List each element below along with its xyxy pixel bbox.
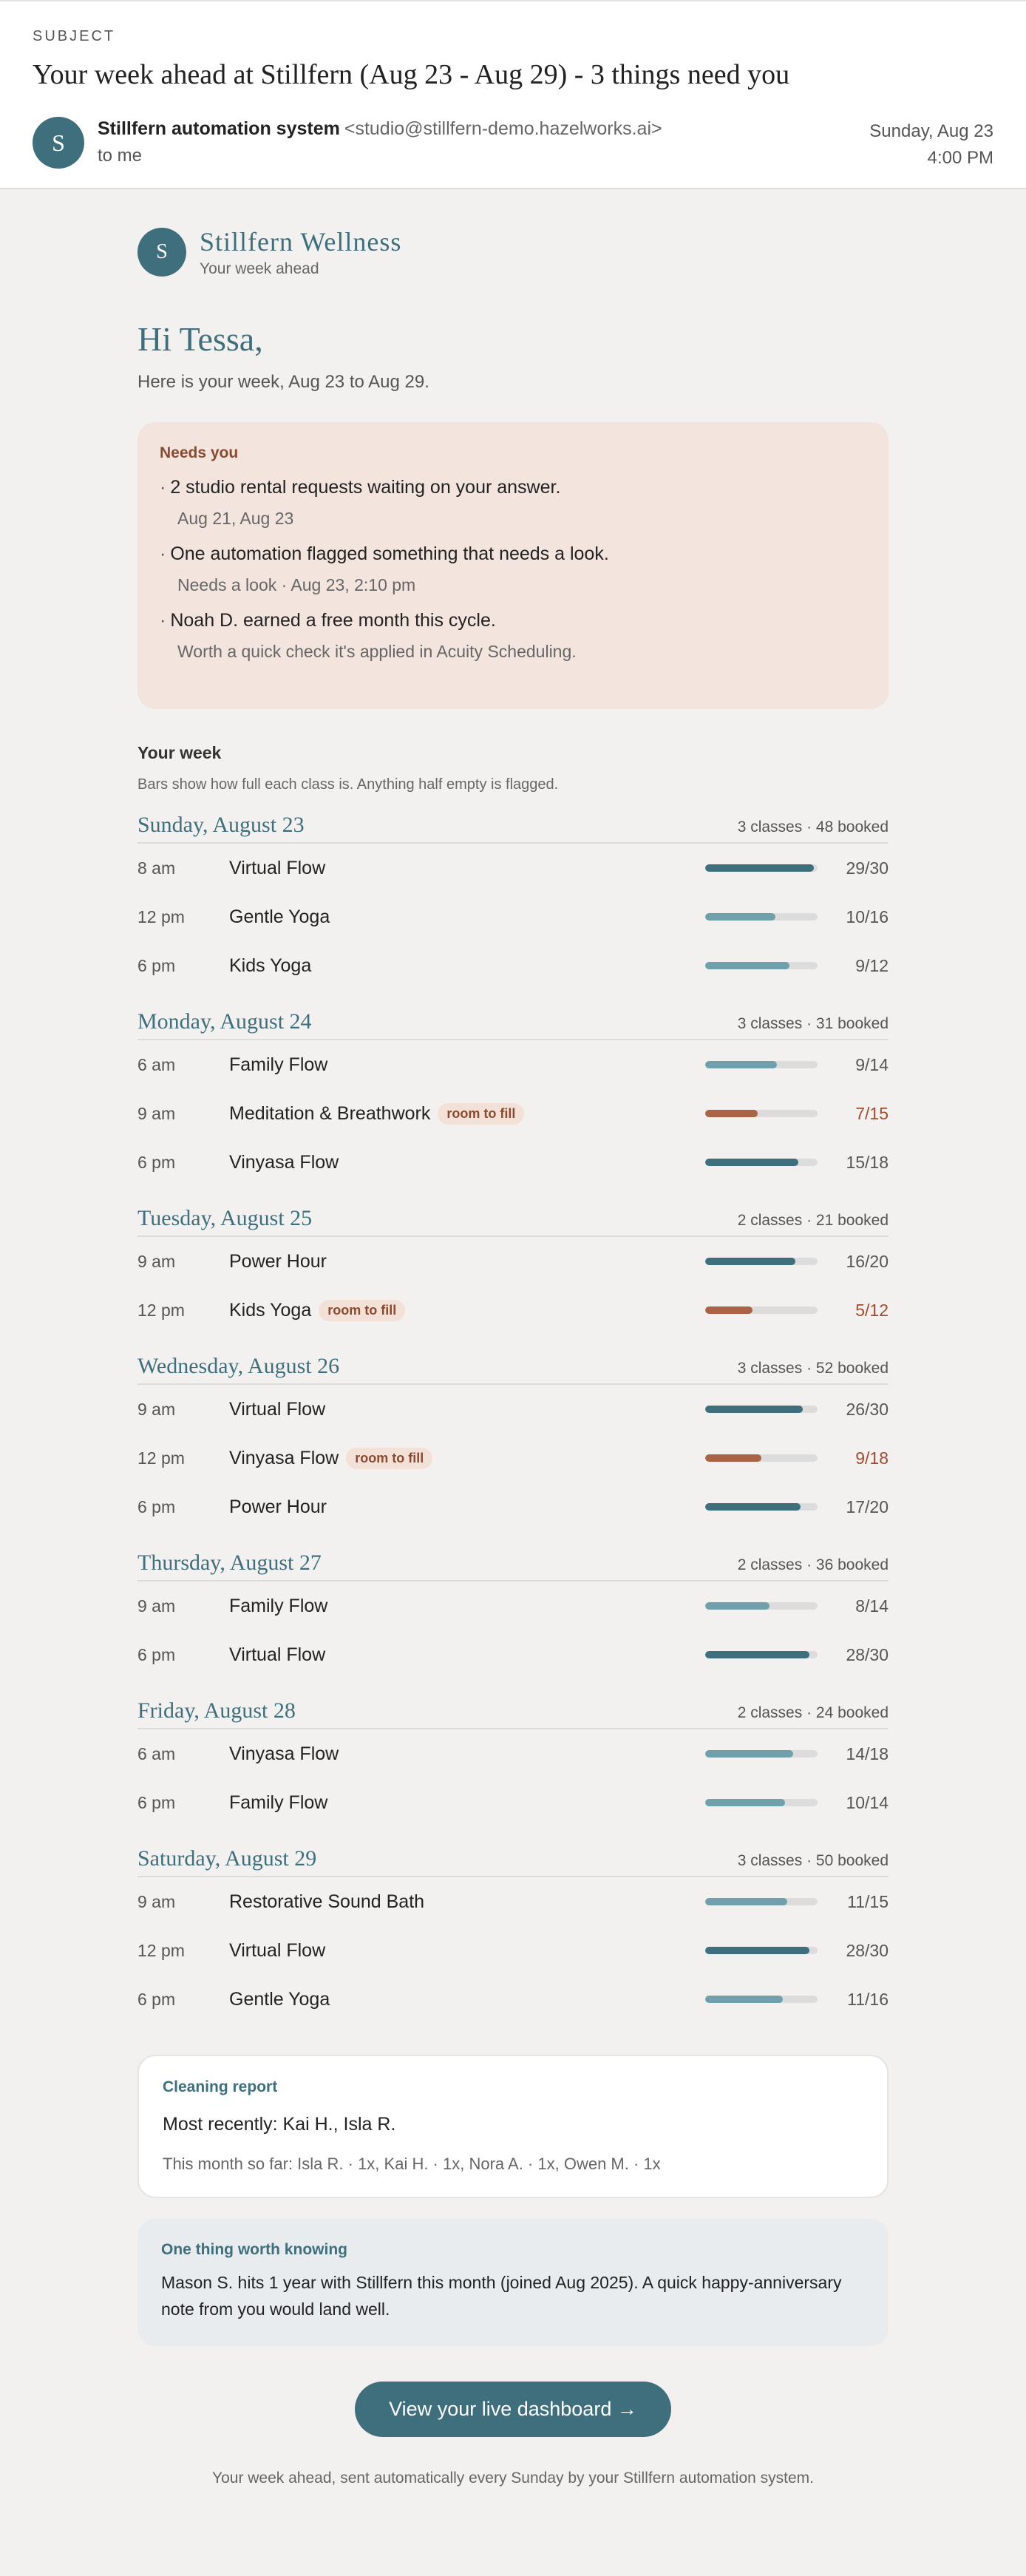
capacity-bar-fill [705, 1306, 752, 1314]
cleaning-month: This month so far: Isla R. · 1x, Kai H. · 1x, Nora A. · 1x, Owen M. · 1x [163, 2155, 661, 2173]
sender-avatar[interactable]: S [33, 117, 84, 169]
class-name-cell [229, 1596, 705, 1617]
class-row [137, 1926, 889, 1975]
class-time: 6 pm [137, 1152, 176, 1172]
worth-knowing-text: Mason S. hits 1 year with Stillfern this month (joined Aug 2025). A quick happy-anniversary note from you would land well. [161, 2273, 842, 2319]
day-summary: 3 classes · 52 booked [737, 1360, 889, 1377]
capacity-bar-fill [705, 1110, 758, 1117]
class-name: Kids Yoga [229, 1299, 312, 1321]
class-row [137, 1434, 889, 1482]
class-name: Gentle Yoga [229, 1988, 330, 2010]
cleaning-report-title: Cleaning report [163, 2078, 278, 2095]
day-summary: 3 classes · 48 booked [737, 818, 889, 835]
bullet-icon: · [160, 477, 166, 498]
capacity-bar [705, 1258, 818, 1265]
class-booking-count: 11/16 [847, 1989, 889, 2009]
class-name: Vinyasa Flow [229, 1447, 339, 1468]
brand-logo: S [137, 228, 186, 277]
day-name: Monday, August 24 [137, 1009, 312, 1034]
class-name-cell [229, 1940, 705, 1962]
needs-item-text: 2 studio rental requests waiting on your answer. [170, 477, 561, 498]
cta-wrapper [137, 2382, 889, 2437]
day-summary: 2 classes · 24 booked [737, 1704, 889, 1721]
capacity-bar [705, 864, 818, 872]
class-row [137, 1385, 889, 1434]
class-name: Gentle Yoga [229, 906, 330, 927]
class-name-cell [229, 1399, 705, 1420]
class-name: Virtual Flow [229, 1398, 326, 1420]
class-name: Meditation & Breathwork [229, 1102, 431, 1124]
class-time: 8 am [137, 858, 176, 878]
class-booking-count: 10/14 [846, 1792, 889, 1812]
day-header [137, 1550, 889, 1582]
class-booking-count: 15/18 [846, 1152, 889, 1172]
capacity-bar-fill [705, 1159, 798, 1166]
class-time: 12 pm [137, 1300, 185, 1320]
capacity-bar [705, 1799, 818, 1806]
class-row [137, 1286, 889, 1335]
class-booking-count: 7/15 [855, 1103, 889, 1123]
class-name-cell [229, 1448, 705, 1469]
sender-row [33, 117, 993, 170]
needs-item-text: Noah D. earned a free month this cycle. [170, 610, 496, 631]
class-name-cell [229, 1103, 705, 1125]
worth-knowing-title: One thing worth knowing [161, 2241, 347, 2258]
capacity-bar [705, 1110, 818, 1117]
needs-item-detail: Worth a quick check it's applied in Acuity Scheduling. [177, 642, 577, 661]
subject-label: SUBJECT [33, 28, 116, 44]
class-time: 9 am [137, 1103, 176, 1123]
class-name: Family Flow [229, 1054, 328, 1075]
class-row [137, 1729, 889, 1778]
class-booking-count: 8/14 [855, 1596, 889, 1616]
day-header [137, 813, 889, 844]
class-name-cell [229, 1497, 705, 1518]
sender-name[interactable]: Stillfern automation system [98, 118, 340, 139]
day-name: Thursday, August 27 [137, 1550, 322, 1575]
needs-item [160, 477, 866, 529]
class-name: Vinyasa Flow [229, 1743, 339, 1764]
class-time: 6 am [137, 1743, 176, 1763]
class-row [137, 1237, 889, 1286]
class-name-cell [229, 906, 705, 928]
class-time: 6 pm [137, 1792, 176, 1812]
day-header [137, 1698, 889, 1729]
bullet-icon: · [160, 543, 166, 564]
capacity-bar [705, 1898, 818, 1905]
day-section [137, 813, 889, 990]
class-row [137, 1877, 889, 1926]
capacity-bar-fill [705, 1454, 761, 1462]
class-booking-count: 5/12 [855, 1300, 889, 1320]
capacity-bar [705, 1454, 818, 1462]
capacity-bar-fill [705, 1750, 793, 1758]
class-row [137, 1630, 889, 1679]
week-title: Your week [137, 743, 222, 762]
capacity-bar-fill [705, 1258, 795, 1265]
email-date [869, 118, 993, 172]
class-row [137, 892, 889, 941]
day-name: Friday, August 28 [137, 1698, 296, 1723]
capacity-bar [705, 1651, 818, 1658]
class-time: 6 pm [137, 1644, 176, 1664]
day-summary: 3 classes · 31 booked [737, 1015, 889, 1032]
class-name: Virtual Flow [229, 1939, 326, 1961]
class-booking-count: 11/15 [847, 1891, 889, 1911]
needs-you-panel [137, 422, 889, 709]
class-name-cell [229, 1891, 705, 1913]
cleaning-recent: Most recently: Kai H., Isla R. [163, 2114, 396, 2135]
email-date-time: 4:00 PM [927, 148, 993, 168]
day-header [137, 1206, 889, 1237]
class-name: Restorative Sound Bath [229, 1891, 425, 1912]
class-name-cell [229, 955, 705, 977]
needs-item-detail: Aug 21, Aug 23 [177, 509, 294, 528]
class-time: 12 pm [137, 906, 185, 926]
class-name-cell [229, 1300, 705, 1321]
email-subject: Your week ahead at Stillfern (Aug 23 - Aug 29) - 3 things need you [33, 59, 790, 90]
day-name: Wednesday, August 26 [137, 1354, 340, 1378]
day-section [137, 1354, 889, 1531]
day-summary: 3 classes · 50 booked [737, 1852, 889, 1869]
class-name-cell [229, 1152, 705, 1173]
needs-item [160, 543, 866, 595]
day-summary: 2 classes · 21 booked [737, 1212, 889, 1229]
recipient-line[interactable]: to me [98, 146, 143, 166]
sender-email[interactable]: <studio@stillfern-demo.hazelworks.ai> [344, 118, 662, 139]
capacity-bar [705, 962, 818, 969]
capacity-bar [705, 1306, 818, 1314]
capacity-bar-fill [705, 913, 775, 921]
capacity-bar [705, 913, 818, 921]
class-booking-count: 28/30 [846, 1644, 889, 1664]
day-section [137, 1009, 889, 1187]
greeting: Hi Tessa, [137, 320, 263, 358]
class-row [137, 1040, 889, 1089]
class-name: Vinyasa Flow [229, 1151, 339, 1173]
capacity-bar [705, 1947, 818, 1954]
capacity-bar-fill [705, 864, 814, 872]
class-time: 6 pm [137, 1989, 176, 2009]
day-name: Sunday, August 23 [137, 813, 305, 837]
class-time: 12 pm [137, 1448, 185, 1468]
intro-text: Here is your week, Aug 23 to Aug 29. [137, 372, 429, 392]
class-booking-count: 16/20 [846, 1251, 889, 1271]
capacity-bar [705, 1602, 818, 1610]
capacity-bar [705, 1750, 818, 1758]
class-time: 6 am [137, 1054, 176, 1074]
needs-you-title: Needs you [160, 444, 239, 461]
class-row [137, 1482, 889, 1531]
class-row [137, 1778, 889, 1827]
bullet-icon: · [160, 610, 166, 631]
day-section [137, 1846, 889, 2024]
class-name: Family Flow [229, 1595, 328, 1616]
class-name: Virtual Flow [229, 857, 326, 878]
class-time: 12 pm [137, 1940, 185, 1960]
class-booking-count: 26/30 [846, 1399, 889, 1419]
class-time: 9 am [137, 1251, 176, 1271]
class-row [137, 844, 889, 892]
capacity-bar-fill [705, 1799, 785, 1806]
day-summary: 2 classes · 36 booked [737, 1556, 889, 1573]
class-time: 9 am [137, 1891, 176, 1911]
capacity-bar [705, 1061, 818, 1068]
class-name: Kids Yoga [229, 955, 312, 976]
sender-info [98, 118, 662, 166]
day-header [137, 1846, 889, 1877]
capacity-bar-fill [705, 1996, 783, 2003]
day-header [137, 1354, 889, 1385]
class-booking-count: 17/20 [846, 1497, 889, 1516]
email-body [137, 189, 889, 2517]
class-booking-count: 28/30 [846, 1940, 889, 1960]
day-header [137, 1009, 889, 1040]
capacity-bar-fill [705, 1602, 770, 1610]
class-name: Virtual Flow [229, 1644, 326, 1665]
capacity-bar-fill [705, 1503, 801, 1511]
class-time: 9 am [137, 1399, 176, 1419]
brand-header [137, 226, 889, 282]
class-row [137, 1089, 889, 1138]
class-name: Power Hour [229, 1496, 327, 1517]
footer-text: Your week ahead, sent automatically every Sunday by your Stillfern automation system. [212, 2470, 814, 2487]
day-section [137, 1206, 889, 1335]
day-section [137, 1698, 889, 1827]
worth-knowing-panel [137, 2219, 889, 2346]
class-time: 6 pm [137, 955, 176, 975]
class-time: 6 pm [137, 1497, 176, 1516]
capacity-bar-fill [705, 1061, 777, 1068]
brand-tagline: Your week ahead [200, 260, 319, 277]
needs-item-text: One automation flagged something that needs a look. [170, 543, 609, 564]
class-name: Power Hour [229, 1250, 327, 1272]
class-booking-count: 9/14 [855, 1054, 889, 1074]
capacity-bar-fill [705, 1651, 809, 1658]
capacity-bar [705, 1159, 818, 1166]
class-name-cell [229, 1251, 705, 1272]
class-row [137, 1975, 889, 2024]
class-booking-count: 29/30 [846, 858, 889, 878]
email-header [0, 0, 1026, 189]
class-row [137, 1138, 889, 1187]
capacity-bar-fill [705, 962, 789, 969]
room-to-fill-badge: room to fill [346, 1448, 432, 1469]
cleaning-report-panel [137, 2055, 889, 2198]
class-row [137, 941, 889, 990]
capacity-bar-fill [705, 1947, 809, 1954]
class-booking-count: 10/16 [846, 906, 889, 926]
week-subtitle: Bars show how full each class is. Anything half empty is flagged. [137, 776, 559, 793]
day-name: Tuesday, August 25 [137, 1206, 313, 1230]
capacity-bar [705, 1406, 818, 1413]
room-to-fill-badge: room to fill [319, 1300, 405, 1321]
capacity-bar-fill [705, 1406, 803, 1413]
class-name-cell [229, 1989, 705, 2010]
needs-item-detail: Needs a look · Aug 23, 2:10 pm [177, 575, 416, 594]
capacity-bar-fill [705, 1898, 787, 1905]
capacity-bar [705, 1996, 818, 2003]
class-booking-count: 9/12 [855, 955, 889, 975]
needs-item [160, 610, 866, 662]
day-section [137, 1550, 889, 1679]
class-name: Family Flow [229, 1792, 328, 1813]
brand-name: Stillfern Wellness [200, 227, 402, 257]
email-date-day: Sunday, Aug 23 [869, 121, 993, 141]
class-booking-count: 9/18 [855, 1448, 889, 1468]
class-time: 9 am [137, 1596, 176, 1616]
class-name-cell [229, 1054, 705, 1076]
view-dashboard-button[interactable]: View your live dashboard → [355, 2382, 671, 2437]
class-name-cell [229, 1743, 705, 1765]
class-name-cell [229, 858, 705, 879]
class-name-cell [229, 1792, 705, 1814]
day-name: Saturday, August 29 [137, 1846, 317, 1871]
capacity-bar [705, 1503, 818, 1511]
room-to-fill-badge: room to fill [438, 1103, 524, 1125]
class-name-cell [229, 1644, 705, 1666]
class-booking-count: 14/18 [846, 1743, 889, 1763]
week-schedule [137, 813, 889, 2024]
class-row [137, 1582, 889, 1630]
